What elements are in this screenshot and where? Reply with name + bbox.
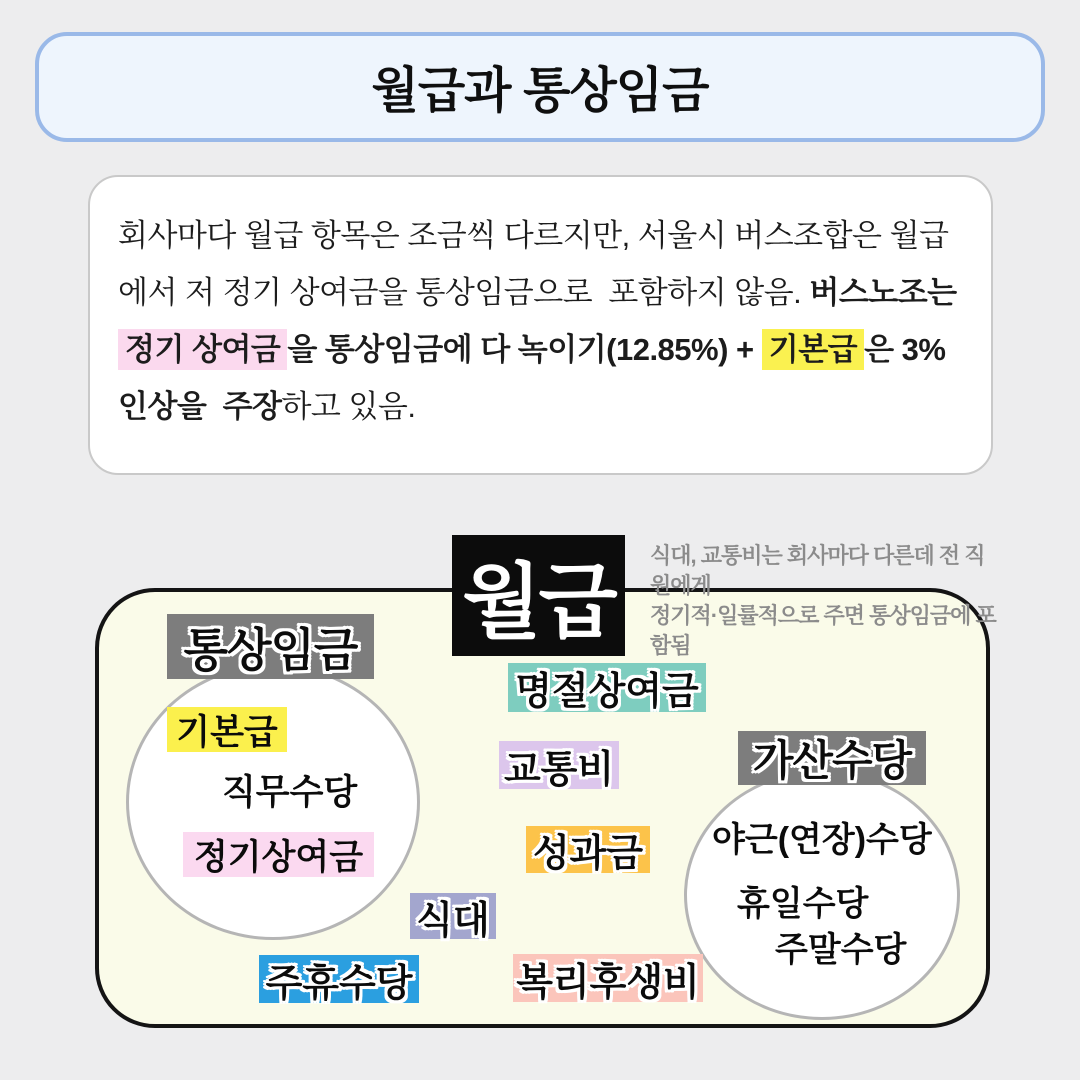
- pink-highlighted-text: 정기 상여금: [118, 329, 287, 370]
- text-segment: 회사마다 월급 항목은 조금씩 다르지만, 서울시 버스조합은 월급: [118, 218, 949, 253]
- page-title: 월급과 통상임금: [371, 64, 709, 118]
- salary-badge-label: 월급: [462, 557, 615, 648]
- yellow-highlighted-text: 기본급: [762, 329, 864, 370]
- text-segment-bold: 은 3%: [864, 332, 946, 367]
- note-text: [650, 541, 1000, 661]
- tag-regular-bonus: 정기상여금: [183, 832, 374, 877]
- tag-weekly-rest-allowance: 주휴수당: [259, 955, 419, 1003]
- note-line-1: 식대, 교통비는 회사마다 다른데 전 직원에게: [650, 543, 985, 598]
- item-weekend-allowance: 주말수당: [775, 930, 907, 969]
- text-segment: 하고 있음.: [281, 389, 416, 424]
- text-segment-bold: 을 통상임금에 다 녹이기(12.85%) +: [287, 332, 762, 367]
- text-segment-bold: 인상을 주장: [118, 389, 282, 424]
- text-segment: 에서 저 정기 상여금을 통상임금으로 포함하지 않음.: [118, 275, 810, 310]
- item-duty-allowance: 직무수당: [222, 773, 358, 812]
- tag-holiday-bonus: 명절상여금: [508, 663, 706, 712]
- text-segment-bold: 버스노조는: [809, 275, 957, 310]
- paragraph-line-1: [118, 207, 965, 264]
- tag-incentive: 성과금: [526, 826, 650, 873]
- tag-transportation: 교통비: [499, 741, 619, 789]
- tag-meal-allowance: 식대: [410, 893, 496, 939]
- tag-base-pay: 기본급: [167, 707, 287, 752]
- ordinary-wage-label: 통상임금: [167, 614, 374, 679]
- tag-welfare-expense: 복리후생비: [513, 954, 703, 1002]
- info-card: [88, 175, 993, 475]
- extra-allowance-label: 가산수당: [738, 731, 926, 785]
- paragraph-line-3: [118, 321, 965, 378]
- item-night-overtime-allowance: 야근(연장)수당: [712, 820, 932, 859]
- paragraph-line-4: [118, 378, 965, 435]
- paragraph-line-2: [118, 264, 965, 321]
- item-holiday-allowance: 휴일수당: [737, 884, 869, 923]
- title-banner: [35, 32, 1045, 142]
- note-line-2: 정기적·일률적으로 주면 통상임금에 포함됨: [650, 603, 996, 658]
- salary-badge: [452, 535, 625, 656]
